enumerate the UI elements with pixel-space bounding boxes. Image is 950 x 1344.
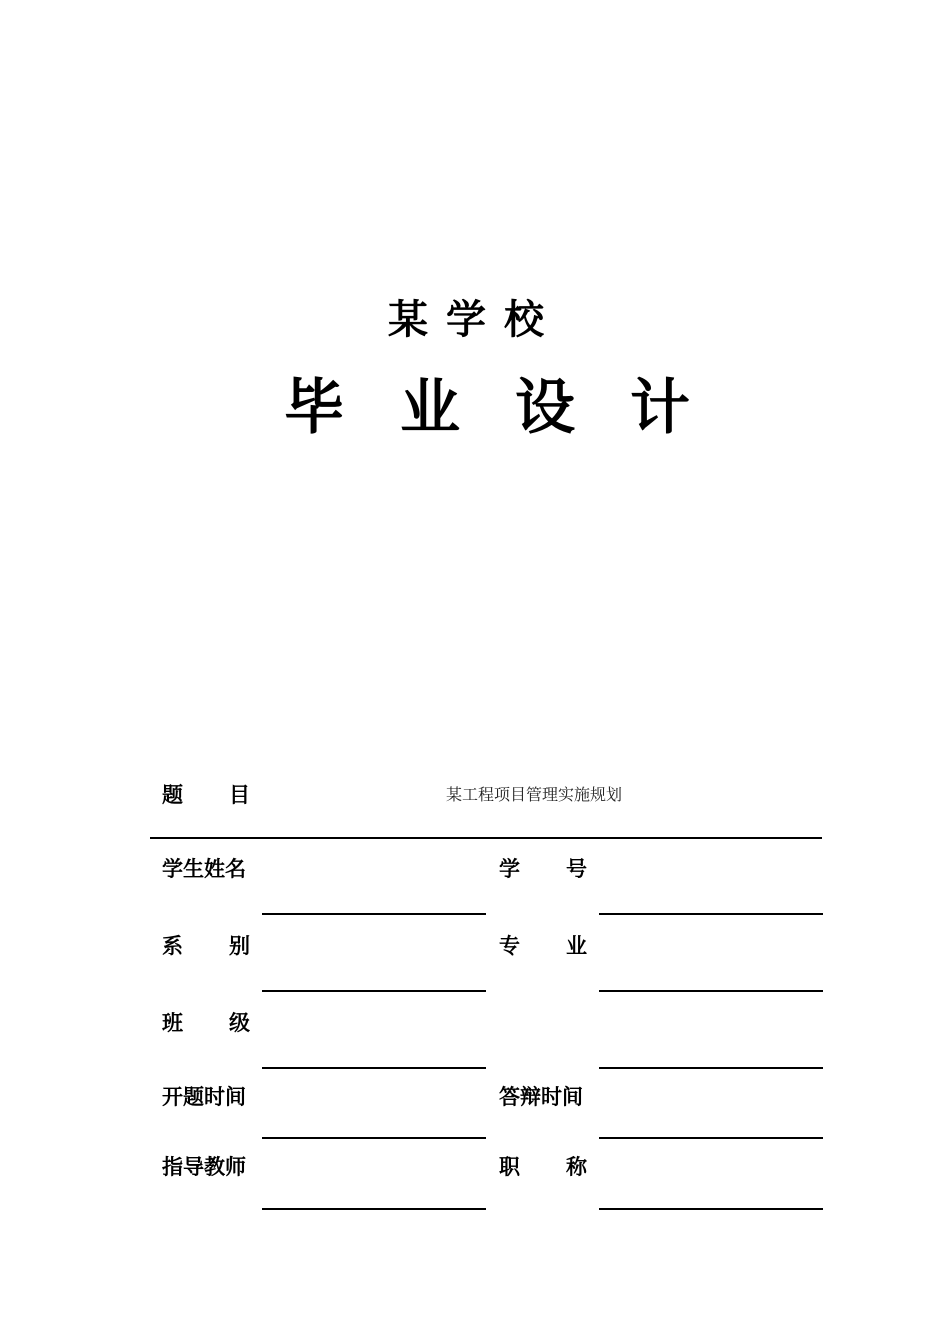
topic-label-char: 题 (162, 783, 183, 807)
advisor-field[interactable] (262, 1208, 486, 1210)
topic-label-char: 目 (229, 783, 250, 807)
major-label-char: 专 (499, 934, 520, 958)
student-name-field[interactable] (262, 913, 486, 915)
advisor-title-label (499, 1153, 587, 1181)
blank-field[interactable] (599, 1067, 823, 1069)
defense-time-label: 答辩时间 (499, 1085, 583, 1109)
department-field[interactable] (262, 990, 486, 992)
major-label (499, 932, 587, 960)
topic-rule (150, 837, 822, 839)
class-field[interactable] (262, 1067, 486, 1069)
title-char: 业 (400, 373, 460, 443)
title-char: 计 (630, 373, 690, 443)
class-label (162, 1009, 250, 1037)
student-name-label: 学生姓名 (162, 857, 246, 881)
title-char: 设 (515, 373, 575, 443)
proposal-time-label: 开题时间 (162, 1085, 246, 1109)
student-id-label (499, 855, 587, 883)
advisor-label: 指导教师 (162, 1155, 246, 1179)
student-id-label-char: 号 (566, 857, 587, 881)
school-name: 某学校 (388, 297, 562, 343)
title-char: 毕 (284, 373, 344, 443)
topic-value: 某工程项目管理实施规划 (446, 785, 623, 804)
defense-time-field[interactable] (599, 1137, 823, 1139)
proposal-time-field[interactable] (262, 1137, 486, 1139)
advisor-title-label-char: 称 (566, 1155, 587, 1179)
department-label (162, 932, 250, 960)
class-label-char: 级 (229, 1011, 250, 1035)
major-field[interactable] (599, 990, 823, 992)
advisor-title-field[interactable] (599, 1208, 823, 1210)
class-label-char: 班 (162, 1011, 183, 1035)
department-label-char: 系 (162, 934, 183, 958)
major-label-char: 业 (566, 934, 587, 958)
topic-label (162, 781, 250, 809)
department-label-char: 别 (229, 934, 250, 958)
student-id-field[interactable] (599, 913, 823, 915)
student-id-label-char: 学 (499, 857, 520, 881)
advisor-title-label-char: 职 (499, 1155, 520, 1179)
